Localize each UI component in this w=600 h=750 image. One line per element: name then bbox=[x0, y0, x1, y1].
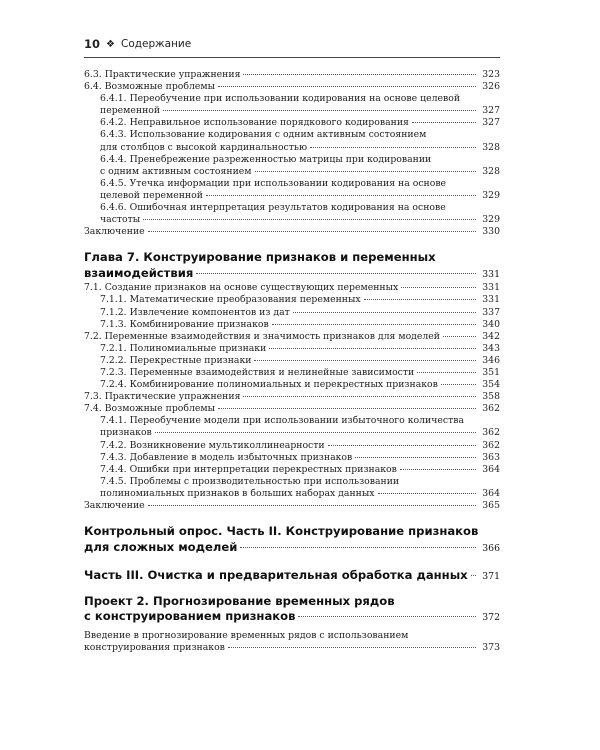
toc-entry[interactable] bbox=[84, 415, 500, 439]
header-rule bbox=[84, 57, 500, 58]
project-2-title-line2: с конструированием признаков bbox=[84, 609, 296, 624]
leader-dots bbox=[196, 273, 476, 274]
toc-section-6 bbox=[84, 69, 500, 238]
toc-entry[interactable] bbox=[84, 391, 500, 403]
leader-dots bbox=[272, 324, 476, 325]
toc-entry-page: 331 bbox=[482, 294, 500, 306]
toc-entry-title-line: 7.4.2. Возникновение мультиколлинеарности bbox=[100, 439, 325, 451]
toc-entry-page: 351 bbox=[482, 366, 500, 378]
toc-entry-page: 326 bbox=[482, 81, 500, 93]
toc-entry-title-line: 6.3. Практические упражнения bbox=[84, 69, 241, 80]
leader-dots bbox=[471, 575, 476, 576]
toc-entry-title-line: полиномиальных признаков в больших наборах данных bbox=[100, 487, 375, 499]
toc-entry-page: 330 bbox=[482, 226, 500, 238]
toc-entry[interactable] bbox=[84, 202, 500, 226]
toc-entry-title-line: 7.2.4. Комбинирование полиномиальных и перекрестных признаков bbox=[100, 379, 438, 391]
toc-entry-page: 337 bbox=[482, 306, 500, 318]
toc-entry-title-line: 7.4. Возможные проблемы bbox=[84, 403, 216, 415]
leader-dots bbox=[143, 219, 476, 220]
leader-dots bbox=[218, 408, 476, 409]
toc-entry-page: 358 bbox=[482, 391, 500, 403]
toc-entry-page: 362 bbox=[482, 439, 500, 451]
toc-entry[interactable] bbox=[84, 319, 500, 331]
toc-page bbox=[84, 34, 500, 654]
toc-entry-page: 331 bbox=[482, 282, 500, 294]
chapter-7-title-line1: Глава 7. Конструирование признаков и переменных bbox=[84, 250, 436, 265]
toc-entry-page: 328 bbox=[482, 165, 500, 177]
toc-project-2[interactable] bbox=[84, 594, 500, 626]
leader-dots bbox=[163, 110, 476, 111]
leader-dots bbox=[206, 195, 476, 196]
toc-entry-page: 362 bbox=[482, 403, 500, 415]
toc-entry-title-line: 7.2.3. Переменные взаимодействия и нелинейные зависимости bbox=[100, 366, 415, 378]
quiz-title-line2: для сложных моделей bbox=[84, 539, 238, 554]
leader-dots bbox=[243, 396, 476, 397]
toc-entry-intro[interactable] bbox=[84, 630, 500, 654]
project-2-title-line1: Проект 2. Прогнозирование временных рядов bbox=[84, 593, 395, 608]
toc-entry-page: 342 bbox=[482, 330, 500, 342]
chapter-7-page: 331 bbox=[482, 268, 500, 280]
leader-dots bbox=[155, 432, 476, 433]
leader-dots bbox=[417, 372, 476, 373]
toc-entry[interactable] bbox=[84, 464, 500, 476]
toc-entry-title-line: 6.4.1. Переобучение при использовании кодирования на основе целевой bbox=[100, 93, 461, 105]
intro-title-line1: Введение в прогнозирование временных рядов с использованием bbox=[84, 629, 409, 641]
chapter-7-title-line2: взаимодействия bbox=[84, 265, 194, 280]
toc-entry-title-line: 7.2. Переменные взаимодействия и значимость признаков для моделей bbox=[84, 330, 440, 342]
intro-page: 373 bbox=[482, 641, 500, 653]
toc-entry-title-line: 6.4.2. Неправильное использование порядкового кодирования bbox=[100, 117, 409, 129]
project-2-page: 372 bbox=[482, 612, 500, 624]
leader-dots bbox=[148, 231, 476, 232]
toc-entry-title-line: 7.4.3. Добавление в модель избыточных признаков bbox=[100, 451, 353, 463]
leader-dots bbox=[243, 74, 476, 75]
toc-entry[interactable] bbox=[84, 93, 500, 117]
toc-entry-page: 327 bbox=[482, 105, 500, 117]
toc-entry-title-line: 7.1.3. Комбинирование признаков bbox=[100, 318, 269, 330]
toc-entry-page: 364 bbox=[482, 487, 500, 499]
ornament-icon: ❖ bbox=[106, 38, 115, 50]
toc-entry-page: 327 bbox=[482, 117, 500, 129]
toc-entry[interactable] bbox=[84, 476, 500, 500]
leader-dots bbox=[293, 312, 476, 313]
leader-dots bbox=[441, 384, 476, 385]
toc-entry-title-line: 7.4.4. Ошибки при интерпретации перекрестных признаков bbox=[100, 463, 397, 475]
toc-entry[interactable] bbox=[84, 117, 500, 129]
toc-entry-page: 329 bbox=[482, 189, 500, 201]
toc-entry-page: 343 bbox=[482, 342, 500, 354]
toc-entry[interactable] bbox=[84, 355, 500, 367]
toc-entry-page: 328 bbox=[482, 141, 500, 153]
toc-entry-title-line: 7.3. Практические упражнения bbox=[84, 391, 241, 403]
toc-entry-title-line: 7.4.5. Проблемы с производительностью при использовании bbox=[100, 475, 400, 487]
toc-entry-title-line: 7.2.2. Перекрестные признаки bbox=[100, 354, 252, 366]
toc-entry[interactable] bbox=[84, 452, 500, 464]
toc-entry[interactable] bbox=[84, 294, 500, 306]
toc-entry-page: 340 bbox=[482, 318, 500, 330]
leader-dots bbox=[401, 287, 476, 288]
toc-entry-title-line: для столбцов с высокой кардинальностью bbox=[100, 141, 308, 153]
toc-entry-title-line: с одним активным состоянием bbox=[100, 165, 252, 177]
toc-entry-title-line: 7.1.2. Извлечение компонентов из дат bbox=[100, 306, 290, 318]
toc-chapter-7[interactable] bbox=[84, 250, 500, 282]
toc-entry[interactable] bbox=[84, 282, 500, 294]
leader-dots bbox=[269, 348, 476, 349]
toc-entry-title-line: частоты bbox=[100, 214, 141, 226]
toc-entry-title-line: 6.4.4. Пренебрежение разреженностью матрицы при кодировании bbox=[100, 153, 432, 165]
toc-entry[interactable] bbox=[84, 226, 500, 238]
leader-dots bbox=[328, 445, 476, 446]
toc-entry-title-line: 6.4.5. Утечка информации при использовании кодирования на основе bbox=[100, 177, 447, 189]
toc-entry-page: 362 bbox=[482, 427, 500, 439]
toc-entry-title-line: 6.4.6. Ошибочная интерпретация результатов кодирования на основе bbox=[100, 202, 446, 214]
toc-entry[interactable] bbox=[84, 178, 500, 202]
toc-entry[interactable] bbox=[84, 331, 500, 343]
page-number: 10 bbox=[84, 37, 101, 51]
toc-entry-page: 346 bbox=[482, 354, 500, 366]
leader-dots bbox=[254, 360, 476, 361]
intro-title-line2: конструирования признаков bbox=[84, 641, 225, 653]
leader-dots bbox=[218, 86, 476, 87]
toc-entry-title-line: 7.1.1. Математические преобразования переменных bbox=[100, 294, 361, 306]
toc-entry[interactable] bbox=[84, 343, 500, 355]
leader-dots bbox=[412, 122, 476, 123]
toc-entry-page: 364 bbox=[482, 463, 500, 475]
toc-section-7 bbox=[84, 282, 500, 512]
toc-entry[interactable] bbox=[84, 440, 500, 452]
toc-entry-title-line: 7.4.1. Переобучение модели при использовании избыточного количества bbox=[100, 415, 465, 427]
leader-dots bbox=[255, 171, 476, 172]
toc-entry-title-line: 6.4.3. Использование кодирования с одним активным состоянием bbox=[100, 129, 427, 141]
toc-entry-title-line: 6.4. Возможные проблемы bbox=[84, 81, 216, 93]
toc-entry-title-line: целевой переменной bbox=[100, 189, 203, 201]
toc-quiz-part-2[interactable] bbox=[84, 524, 500, 556]
running-title: Содержание bbox=[120, 38, 192, 50]
leader-dots bbox=[148, 505, 476, 506]
toc-entry[interactable] bbox=[84, 379, 500, 391]
toc-entry-title-line: переменной bbox=[100, 105, 161, 117]
running-header bbox=[84, 34, 500, 54]
toc-part-3[interactable] bbox=[84, 568, 500, 585]
toc-entry-page: 354 bbox=[482, 379, 500, 391]
toc-entry[interactable] bbox=[84, 154, 500, 178]
part-3-page: 371 bbox=[482, 571, 500, 583]
leader-dots bbox=[364, 299, 476, 300]
toc-entry-title-line: признаков bbox=[100, 427, 152, 439]
toc-entry[interactable] bbox=[84, 69, 500, 81]
leader-dots bbox=[378, 493, 477, 494]
quiz-title-line1: Контрольный опрос. Часть II. Конструирование признаков bbox=[84, 524, 479, 539]
leader-dots bbox=[298, 616, 476, 617]
toc-entry[interactable] bbox=[84, 367, 500, 379]
toc-entry-page: 323 bbox=[482, 69, 500, 80]
quiz-page: 366 bbox=[482, 542, 500, 554]
toc-entry-page: 329 bbox=[482, 214, 500, 226]
toc-entry-page: 363 bbox=[482, 451, 500, 463]
toc-entry[interactable] bbox=[84, 129, 500, 153]
leader-dots bbox=[310, 147, 476, 148]
part-3-title: Часть III. Очистка и предварительная обработка данных bbox=[84, 568, 468, 583]
toc-entry-title-line: 7.1. Создание признаков на основе существующих переменных bbox=[84, 282, 399, 294]
toc-entry-title-line: Заключение bbox=[84, 500, 145, 511]
leader-dots bbox=[240, 547, 476, 548]
toc-entry[interactable] bbox=[84, 403, 500, 415]
toc-entry-page: 365 bbox=[482, 500, 500, 511]
toc-entry-title-line: Заключение bbox=[84, 226, 145, 238]
leader-dots bbox=[400, 469, 476, 470]
leader-dots bbox=[355, 457, 476, 458]
toc-entry-title-line: 7.2.1. Полиномиальные признаки bbox=[100, 342, 267, 354]
toc-entry[interactable] bbox=[84, 500, 500, 512]
leader-dots bbox=[228, 647, 476, 648]
toc-entry[interactable] bbox=[84, 81, 500, 93]
leader-dots bbox=[443, 336, 476, 337]
toc-entry[interactable] bbox=[84, 307, 500, 319]
